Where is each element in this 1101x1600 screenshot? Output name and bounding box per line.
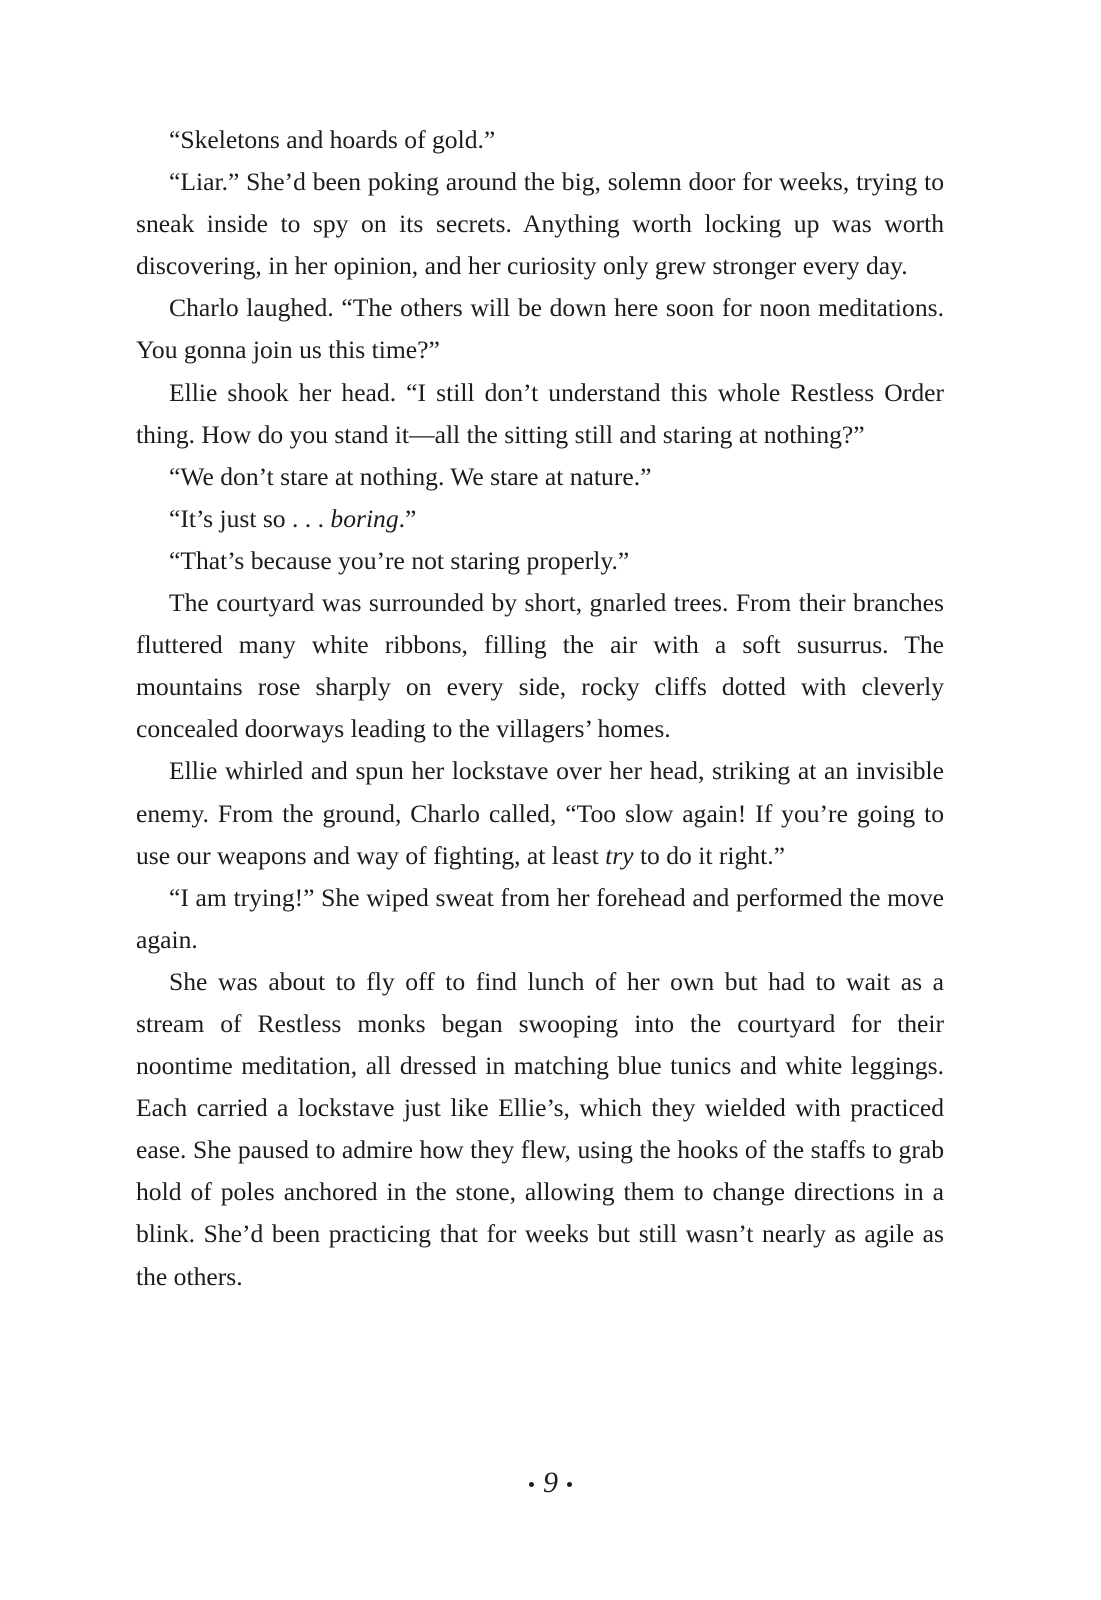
paragraph-6-after: .” — [398, 503, 417, 533]
page-footer — [0, 1463, 1101, 1503]
right-dot-ornament — [567, 1482, 572, 1487]
paragraph-10: “I am trying!” She wiped sweat from her forehead and performed the move again. — [136, 882, 944, 954]
paragraph-6 — [136, 498, 944, 540]
paragraph-9-after: to do it right.” — [633, 840, 785, 870]
paragraph-9-emphasis: try — [605, 840, 634, 870]
paragraph-6-emphasis: boring — [330, 503, 399, 533]
paragraph-11: She was about to fly off to find lunch of her own but had to wait as a stream of Restless monks began swooping into the courtyard for their noontime meditation, all dressed in matching blue tunics and white leggings. Each carried a lockstave just like Ellie’s, which they wielded with practiced ease. She paused to admire how they flew, using the hooks of the staffs to grab hold of poles anchored in the stone, allowing them to change directions in a blink. She’d been practicing that for weeks but still wasn’t nearly as agile as the others. — [136, 966, 944, 1291]
paragraph-6-before: “It’s just so . . . — [169, 503, 331, 533]
paragraph-8: The courtyard was surrounded by short, gnarled trees. From their branches fluttered many white ribbons, filling the air with a soft susurrus. The mountains rose sharply on every side, rocky cliffs dotted with cleverly concealed doorways leading to the villagers’ homes. — [136, 588, 944, 744]
paragraph-2: “Liar.” She’d been poking around the big, solemn door for weeks, trying to sneak inside to spy on its secrets. Anything worth locking up was worth discovering, in her opinion, and her curiosity only grew stronger every day. — [136, 167, 944, 281]
paragraph-7: “That’s because you’re not staring properly.” — [169, 545, 630, 575]
paragraph-3: Charlo laughed. “The others will be down here soon for noon meditations. You gonna join us this time?” — [136, 293, 944, 365]
paragraph-5: “We don’t stare at nothing. We stare at nature.” — [169, 461, 652, 491]
body-text — [136, 119, 944, 1298]
paragraph-4: Ellie shook her head. “I still don’t understand this whole Restless Order thing. How do you stand it—all the sitting still and staring at nothing?” — [136, 377, 944, 449]
page-number: 9 — [543, 1466, 558, 1499]
left-dot-ornament — [529, 1482, 534, 1487]
paragraph-9-before: Ellie whirled and spun her lockstave over her head, striking at an invisible enemy. From the ground, Charlo called, “Too slow again! If you’re going to use our weapons and way of fighting, at least — [136, 756, 944, 870]
paragraph-1: “Skeletons and hoards of gold.” — [169, 125, 496, 154]
paragraph-9 — [136, 750, 944, 876]
